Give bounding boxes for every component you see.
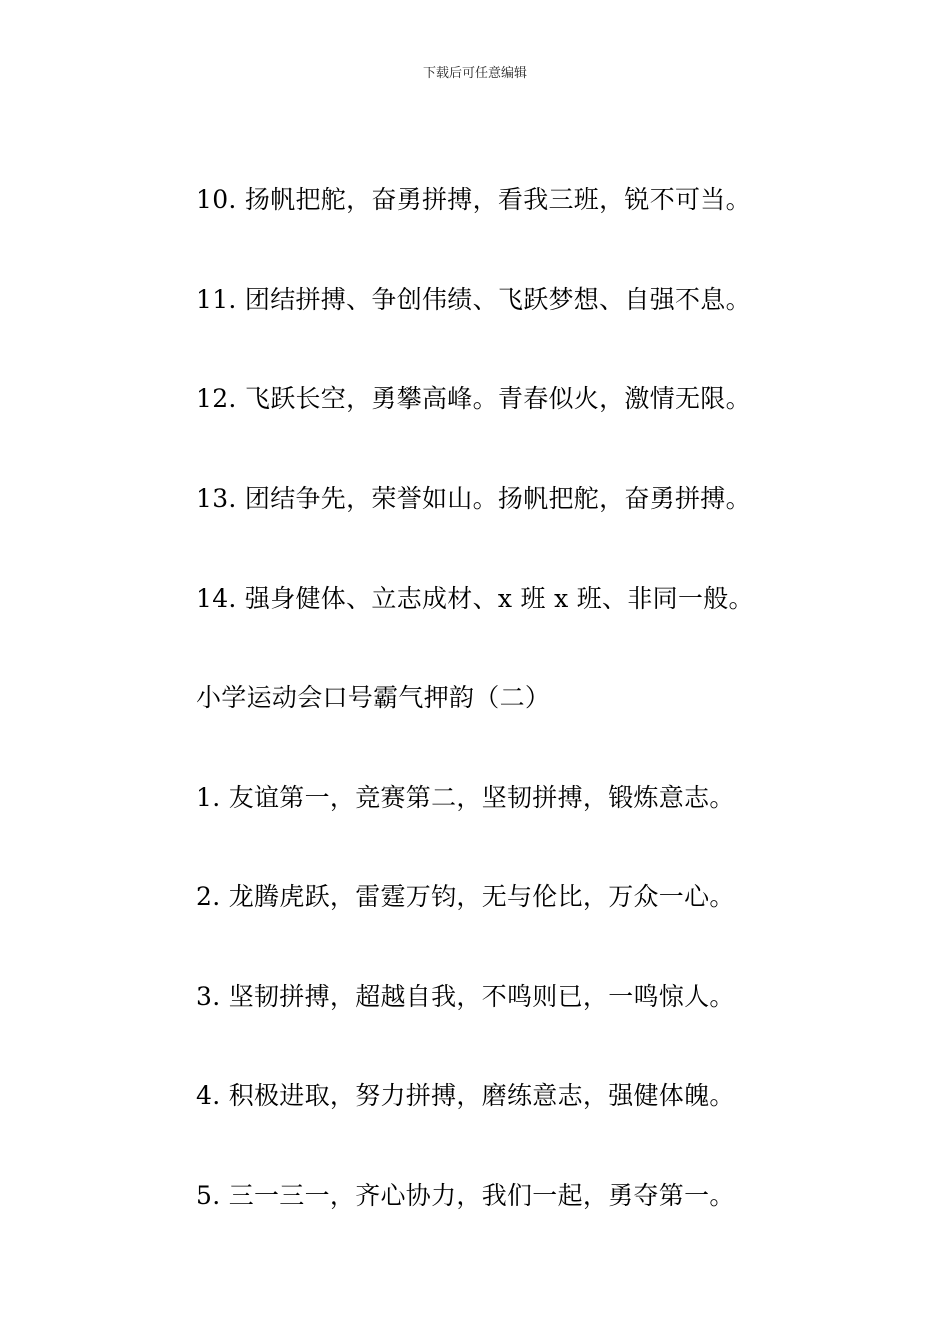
section-heading: 小学运动会口号霸气押韵（二） xyxy=(196,683,551,712)
slogan-line-2: 2. 龙腾虎跃，雷霆万钧，无与伦比，万众一心。 xyxy=(196,882,735,911)
slogan-line-1: 1. 友谊第一，竞赛第二，坚韧拼搏，锻炼意志。 xyxy=(196,783,735,812)
slogan-line-12: 12. 飞跃长空，勇攀高峰。青春似火，激情无限。 xyxy=(196,384,751,413)
slogan-line-10: 10. 扬帆把舵，奋勇拼搏，看我三班，锐不可当。 xyxy=(196,185,751,214)
slogan-line-13: 13. 团结争先，荣誉如山。扬帆把舵，奋勇拼搏。 xyxy=(196,484,751,513)
page-header-note: 下载后可任意编辑 xyxy=(422,66,527,81)
slogan-line-5: 5. 三一三一，齐心协力，我们一起，勇夺第一。 xyxy=(196,1181,735,1210)
slogan-line-3: 3. 坚韧拼搏，超越自我，不鸣则已，一鸣惊人。 xyxy=(196,982,735,1011)
slogan-line-4: 4. 积极进取，努力拼搏，磨练意志，强健体魄。 xyxy=(196,1081,735,1110)
slogan-line-14: 14. 强身健体、立志成材、x 班 x 班、非同一般。 xyxy=(196,584,754,613)
slogan-line-11: 11. 团结拼搏、争创伟绩、飞跃梦想、自强不息。 xyxy=(196,285,751,314)
